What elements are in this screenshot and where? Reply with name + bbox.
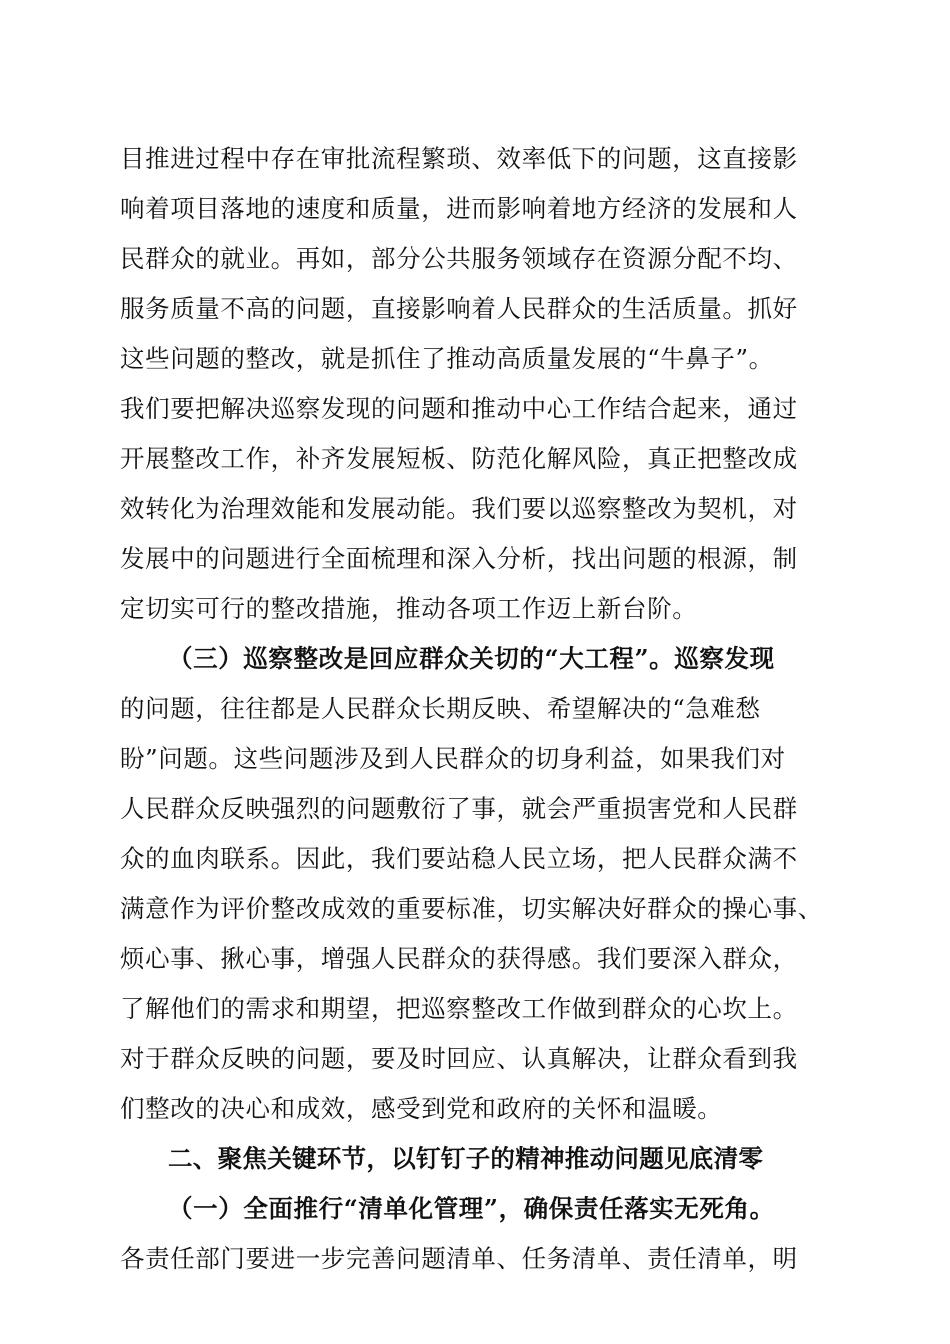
body-text-line: 了解他们的需求和期望，把巡察整改工作做到群众的心坎上。 bbox=[120, 994, 798, 1023]
subsection-heading-three: （三）巡察整改是回应群众关切的“大工程”。巡察发现 bbox=[168, 644, 775, 673]
body-text-line: 的问题，往往都是人民群众长期反映、希望解决的“急难愁 bbox=[120, 694, 761, 723]
body-text-line: 响着项目落地的速度和质量，进而影响着地方经济的发展和人 bbox=[120, 194, 798, 223]
body-text-line: 民群众的就业。再如，部分公共服务领域存在资源分配不均、 bbox=[120, 244, 798, 273]
body-text-line: 服务质量不高的问题，直接影响着人民群众的生活质量。抓好 bbox=[120, 294, 798, 323]
body-text-line: 发展中的问题进行全面梳理和深入分析，找出问题的根源，制 bbox=[120, 544, 798, 573]
body-text-line: 开展整改工作，补齐发展短板、防范化解风险，真正把整改成 bbox=[120, 444, 798, 473]
body-text-line: 盼”问题。这些问题涉及到人民群众的切身利益，如果我们对 bbox=[120, 744, 786, 773]
body-text-line: 烦心事、揪心事，增强人民群众的获得感。我们要深入群众， bbox=[120, 944, 798, 973]
body-text-line: 定切实可行的整改措施，推动各项工作迈上新台阶。 bbox=[120, 594, 698, 623]
body-text-line: 目推进过程中存在审批流程繁琐、效率低下的问题，这直接影 bbox=[120, 144, 798, 173]
body-text-line: 们整改的决心和成效，感受到党和政府的关怀和温暖。 bbox=[120, 1094, 723, 1123]
body-text-line: 满意作为评价整改成效的重要标准，切实解决好群众的操心事、 bbox=[120, 894, 823, 923]
body-text-line: 这些问题的整改，就是抓住了推动高质量发展的“牛鼻子”。 bbox=[120, 344, 774, 373]
body-text-line: 我们要把解决巡察发现的问题和推动中心工作结合起来，通过 bbox=[120, 394, 798, 423]
body-text-line: 各责任部门要进一步完善问题清单、任务清单、责任清单，明 bbox=[120, 1244, 798, 1273]
body-text-line: 对于群众反映的问题，要及时回应、认真解决，让群众看到我 bbox=[120, 1044, 798, 1073]
body-text-line: 效转化为治理效能和发展动能。我们要以巡察整改为契机，对 bbox=[120, 494, 798, 523]
body-text-line: 人民群众反映强烈的问题敷衍了事，就会严重损害党和人民群 bbox=[120, 794, 798, 823]
subsection-heading-one: （一）全面推行“清单化管理”，确保责任落实无死角。 bbox=[168, 1194, 775, 1223]
body-text-line: 众的血肉联系。因此，我们要站稳人民立场，把人民群众满不 bbox=[120, 844, 798, 873]
section-heading-two: 二、聚焦关键环节，以钉钉子的精神推动问题见底清零 bbox=[168, 1144, 764, 1173]
